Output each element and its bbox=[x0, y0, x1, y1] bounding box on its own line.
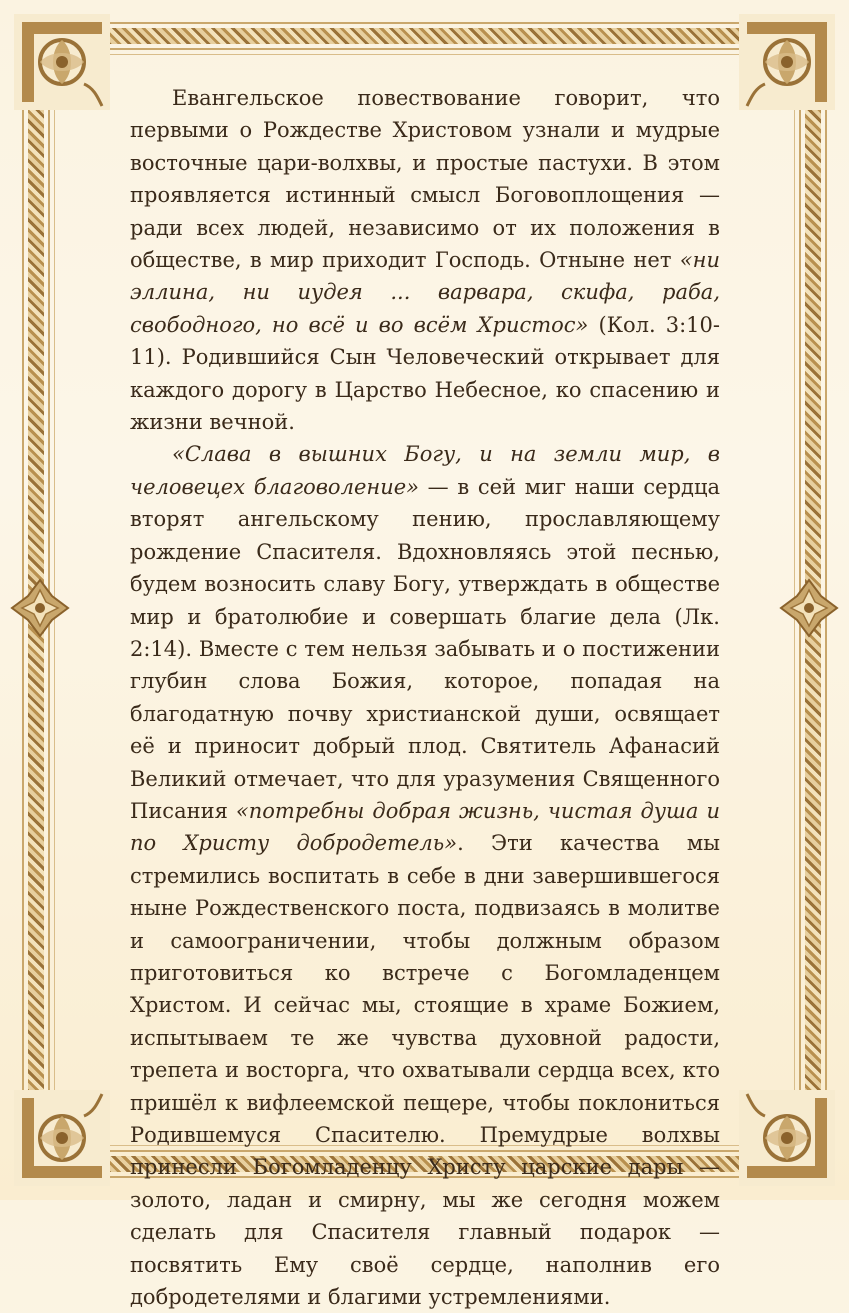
paragraph-1 bbox=[130, 82, 720, 438]
paragraph-2 bbox=[130, 438, 720, 1313]
paragraph-1-quote-colossians: «ни эллина, ни иудея ... варвара, скифа, раба, свободного, но всё и во всём Христос» bbox=[130, 248, 720, 337]
paragraph-1-text-1: Евангельское повествование говорит, что первыми о Рождестве Христовом узнали и мудрые восточные цари-волхвы, и простые пастухи. В этом проявляется истинный смысл Боговоплощения — ради всех людей, независимо от их положения в обществе, в мир приходит Господь. Отныне нет bbox=[130, 86, 720, 273]
message-text bbox=[130, 82, 720, 1313]
paragraph-2-text-1: — в сей миг наши сердца вторят ангельскому пению, прославляющему рождение Спасителя. Вдохновляясь этой песнью, будем возносить славу Богу, утверждать в обществе мир и братолюбие и совершать благие дела (Лк. 2:14). Вместе с тем нельзя забывать и о постижении глубин слова Божия, которое, попадая на благодатную почву христианской души, освящает её и приносит добрый плод. Святитель Афанасий Великий отмечает, что для уразумения Священного Писания bbox=[130, 474, 720, 823]
paragraph-2-quote-luke: «Слава в вышних Богу, и на земли мир, в человецех благоволение» bbox=[130, 442, 720, 499]
floral-corner-icon bbox=[14, 1090, 110, 1186]
cross-medallion-icon bbox=[779, 578, 839, 638]
paragraph-2-quote-athanasius: «потребны добрая жизнь, чистая душа и по Христу добродетель» bbox=[130, 798, 720, 856]
cross-medallion-icon bbox=[10, 578, 70, 638]
paragraph-1-text-2: (Кол. 3:10-11). Родившийся Сын Человеческий открывает для каждого дорогу в Царство Небесное, ко спасению и жизни вечной. bbox=[130, 312, 720, 435]
paragraph-2-text-2: . Эти качества мы стремились воспитать в себе в дни завершившегося ныне Рождественского поста, подвизаясь в молитве и самоограничении, чтобы должным образом приготовиться ко встрече с Богомладенцем Христом. И сейчас мы, стоящие в храме Божием, испытываем те же чувства духовной радости, трепета и восторга, что охватывали сердца всех, кто пришёл к вифлеемской пещере, чтобы поклониться Родившемуся Спасителю. Премудрые волхвы принесли Богомладенцу Христу царские дары — золото, ладан и смирну, мы же сегодня можем сделать для Спасителя главный подарок — посвятить Ему своё сердце, наполнив его добродетелями и благими устремлениями. bbox=[130, 831, 720, 1310]
floral-corner-icon bbox=[739, 1090, 835, 1186]
floral-corner-icon bbox=[739, 14, 835, 110]
floral-corner-icon bbox=[14, 14, 110, 110]
